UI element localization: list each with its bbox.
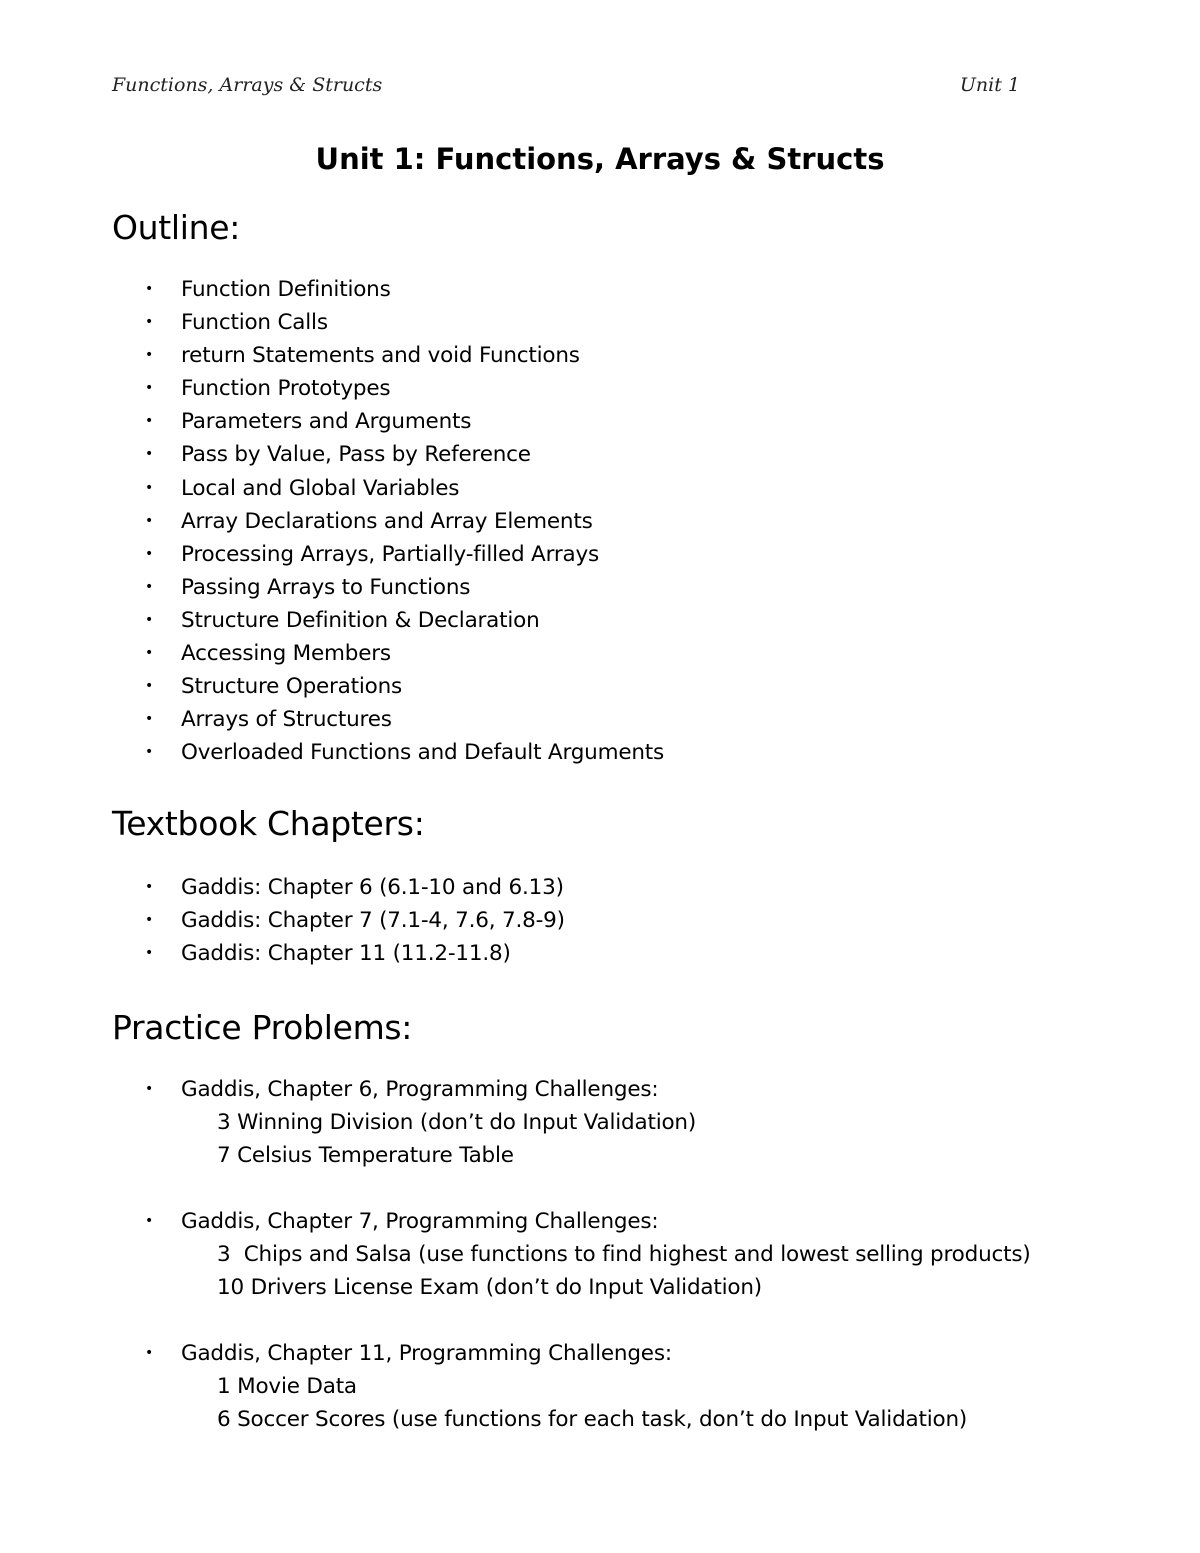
- textbook-heading: Textbook Chapters:: [112, 804, 425, 843]
- practice-group-label: Gaddis, Chapter 11, Programming Challenges:: [181, 1341, 672, 1366]
- list-item: [145, 472, 664, 505]
- practice-group-label: Gaddis, Chapter 6, Programming Challenges:: [181, 1077, 659, 1102]
- bullet-icon: •: [145, 578, 154, 595]
- header-course-title: Functions, Arrays & Structs: [112, 74, 383, 96]
- bullet-icon: •: [145, 545, 154, 562]
- list-item-text: Gaddis: Chapter 6 (6.1-10 and 6.13): [181, 875, 564, 900]
- bullet-icon: •: [145, 879, 154, 895]
- list-item-text: Passing Arrays to Functions: [181, 574, 471, 600]
- bullet-icon: •: [145, 347, 154, 364]
- list-item: [145, 405, 664, 438]
- list-item-text: Overloaded Functions and Default Arguments: [181, 740, 665, 766]
- list-item-text: Arrays of Structures: [181, 707, 392, 733]
- list-item-text: Gaddis: Chapter 11 (11.2-11.8): [181, 941, 511, 967]
- practice-heading: Practice Problems:: [112, 1008, 413, 1047]
- list-item: [145, 538, 664, 571]
- practice-group-chapter-11: [145, 1337, 967, 1436]
- bullet-icon: •: [145, 645, 154, 662]
- bullet-icon: •: [145, 380, 154, 397]
- list-item: [145, 339, 664, 372]
- list-item-text: Function Calls: [181, 310, 328, 336]
- list-item: [145, 904, 565, 937]
- bullet-icon: •: [145, 1345, 154, 1361]
- practice-problem: 3 Chips and Salsa (use functions to find highest and lowest selling products): [217, 1242, 1031, 1268]
- list-item: [145, 1205, 1031, 1304]
- outline-heading: Outline:: [112, 208, 241, 247]
- list-item: [145, 306, 664, 339]
- list-item: [145, 273, 664, 306]
- list-item: [145, 937, 565, 970]
- list-item: [145, 736, 664, 769]
- list-item: [145, 438, 664, 471]
- bullet-icon: •: [145, 1081, 154, 1097]
- practice-group-chapter-6: [145, 1073, 696, 1172]
- outline-list: [145, 273, 664, 769]
- list-item-text: Pass by Value, Pass by Reference: [181, 442, 531, 468]
- list-item-text: Local and Global Variables: [181, 475, 460, 501]
- list-item-text: Gaddis: Chapter 7 (7.1-4, 7.6, 7.8-9): [181, 908, 565, 934]
- list-item-text: Array Declarations and Array Elements: [181, 508, 593, 534]
- practice-problem: 10 Drivers License Exam (don’t do Input Validation): [217, 1275, 762, 1301]
- bullet-icon: •: [145, 711, 154, 728]
- list-item-text: return Statements and void Functions: [181, 343, 580, 369]
- list-item: [145, 1337, 967, 1436]
- practice-problem: 7 Celsius Temperature Table: [217, 1143, 514, 1169]
- running-header: [112, 74, 1020, 102]
- list-item: [145, 703, 664, 736]
- bullet-icon: •: [145, 678, 154, 695]
- list-item-text: Function Definitions: [181, 277, 391, 302]
- list-item: [145, 571, 664, 604]
- list-item-text: Parameters and Arguments: [181, 409, 472, 435]
- list-item: [145, 871, 565, 904]
- bullet-icon: •: [145, 479, 154, 496]
- bullet-icon: •: [145, 446, 154, 463]
- practice-problem: 3 Winning Division (don’t do Input Validation): [217, 1110, 697, 1136]
- bullet-icon: •: [145, 744, 154, 761]
- list-item-text: Structure Operations: [181, 674, 403, 700]
- bullet-icon: •: [145, 512, 154, 529]
- list-item: [145, 505, 664, 538]
- bullet-icon: •: [145, 1213, 154, 1229]
- list-item: [145, 1073, 696, 1172]
- textbook-list: [145, 871, 565, 970]
- bullet-icon: •: [145, 611, 154, 628]
- bullet-icon: •: [145, 945, 154, 962]
- list-item-text: Structure Definition & Declaration: [181, 607, 540, 633]
- list-item: [145, 372, 664, 405]
- list-item: [145, 604, 664, 637]
- practice-problem: 1 Movie Data: [217, 1374, 357, 1400]
- bullet-icon: •: [145, 314, 154, 331]
- bullet-icon: •: [145, 281, 154, 297]
- list-item-text: Accessing Members: [181, 641, 391, 667]
- header-unit-label: Unit 1: [959, 74, 1020, 96]
- list-item-text: Processing Arrays, Partially-filled Arrays: [181, 541, 599, 567]
- bullet-icon: •: [145, 912, 154, 929]
- bullet-icon: •: [145, 413, 154, 430]
- list-item: [145, 670, 664, 703]
- practice-problem: 6 Soccer Scores (use functions for each task, don’t do Input Validation): [217, 1407, 968, 1433]
- page-title: Unit 1: Functions, Arrays & Structs: [315, 142, 885, 176]
- list-item: [145, 637, 664, 670]
- practice-group-chapter-7: [145, 1205, 1031, 1304]
- list-item-text: Function Prototypes: [181, 376, 391, 402]
- practice-group-label: Gaddis, Chapter 7, Programming Challenges:: [181, 1209, 659, 1234]
